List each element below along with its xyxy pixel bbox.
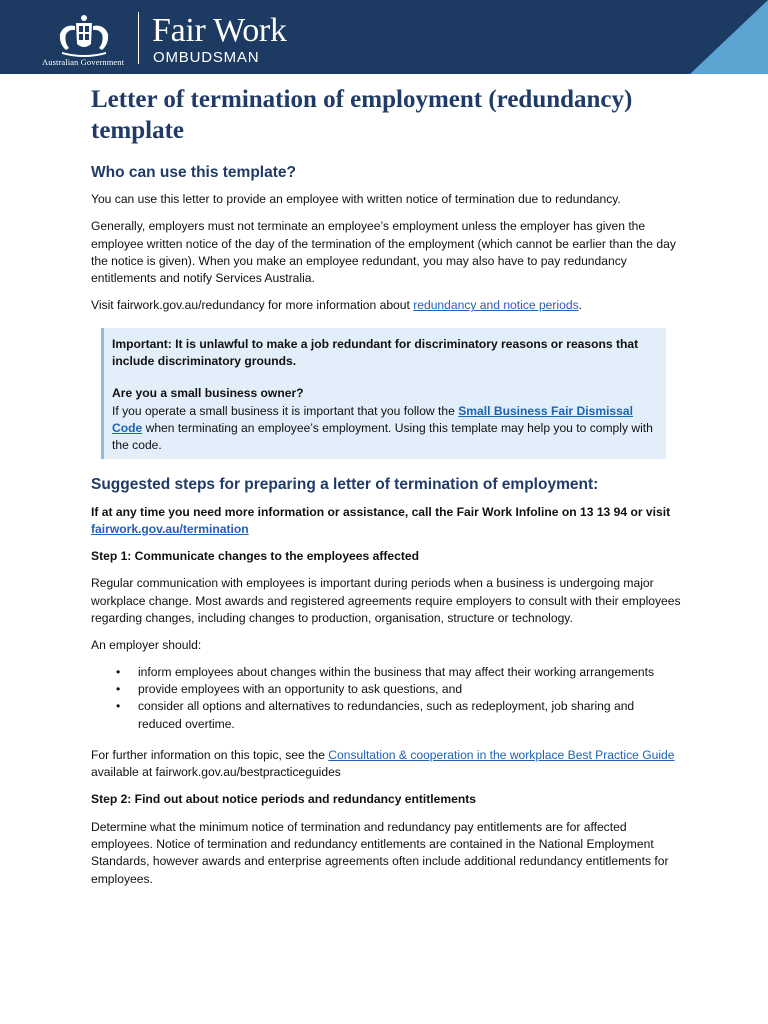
steps-heading: Suggested steps for preparing a letter of termination of employment: bbox=[91, 475, 599, 493]
bullet-icon: • bbox=[116, 699, 121, 714]
ombudsman-logo-text: OMBUDSMAN bbox=[153, 49, 260, 66]
step-2-paragraph: Determine what the minimum notice of termination and redundancy pay entitlements are for affected employees. Notice of termination and redundancy entitlements are contained in the National Employment Standards, however awards and enterprise agreements often include additional redundancy entitlements for employees. bbox=[91, 819, 669, 886]
list-item-text: inform employees about changes within the business that may affect their working arrangements bbox=[138, 664, 655, 679]
step-2-heading: Step 2: Find out about notice periods and redundancy entitlements bbox=[91, 792, 477, 807]
banner-accent-triangle bbox=[690, 0, 768, 74]
best-practice-guide-link[interactable]: Consultation & cooperation in the workplace Best Practice Guide bbox=[328, 747, 675, 762]
termination-link[interactable]: fairwork.gov.au/termination bbox=[91, 521, 249, 536]
step-1-heading: Step 1: Communicate changes to the employees affected bbox=[91, 549, 419, 564]
further-info-text-end: available at fairwork.gov.au/bestpracticeguides bbox=[91, 765, 341, 780]
bullet-icon: • bbox=[116, 664, 121, 679]
who-paragraph-1: You can use this letter to provide an employee with written notice of termination due to redundancy. bbox=[91, 192, 621, 206]
redundancy-link[interactable]: redundancy and notice periods bbox=[413, 298, 579, 313]
step-1-paragraph: Regular communication with employees is important during periods when a business is undergoing major workplace change. Most awards and registered agreements require employers to consult with their employees regarding changes, including changes to production, organisation, structure or technology. bbox=[91, 576, 681, 626]
small-business-text-end: when terminating an employee’s employment. Using this template may help you to comply with the code. bbox=[112, 420, 653, 453]
who-paragraph-3-end: . bbox=[578, 298, 582, 313]
list-item-text: provide employees with an opportunity to ask questions, and bbox=[138, 681, 463, 696]
who-heading: Who can use this template? bbox=[91, 164, 296, 181]
small-business-paragraph bbox=[112, 403, 656, 455]
important-text: Important: It is unlawful to make a job redundant for discriminatory reasons or reasons that include discriminatory grounds. bbox=[112, 336, 639, 369]
bullet-icon: • bbox=[116, 681, 121, 696]
header-banner bbox=[0, 0, 768, 74]
list-item bbox=[116, 698, 681, 733]
list-item bbox=[116, 681, 681, 698]
fair-dismissal-code-link[interactable]: Small Business Fair Dismissal Code bbox=[112, 403, 633, 435]
employer-actions-list bbox=[91, 664, 681, 733]
infoline-text: If at any time you need more information or assistance, call the Fair Work Infoline on 13 13 94 or visit bbox=[91, 504, 671, 519]
who-paragraph-3 bbox=[91, 297, 681, 314]
further-info-paragraph bbox=[91, 747, 681, 782]
list-item bbox=[116, 664, 681, 681]
coat-of-arms-icon bbox=[56, 14, 112, 58]
important-callout bbox=[101, 328, 666, 459]
header-divider bbox=[138, 12, 139, 64]
small-business-heading: Are you a small business owner? bbox=[112, 386, 304, 401]
infoline-paragraph bbox=[91, 504, 681, 539]
who-paragraph-2: Generally, employers must not terminate an employee’s employment unless the employer has given the employee written notice of the day of the termination of the employment (which cannot be earlier than the day the notice is given). When you make an employee redundant, you may also have to pay redundancy entitlements and notify Services Australia. bbox=[91, 219, 676, 286]
australian-government-label: Australian Government bbox=[42, 57, 125, 67]
who-paragraph-3-text: Visit fairwork.gov.au/redundancy for more information about bbox=[91, 298, 414, 313]
employer-should-label: An employer should: bbox=[91, 638, 202, 653]
document-body bbox=[91, 84, 681, 888]
fair-work-logo-text: Fair Work bbox=[152, 12, 287, 49]
list-item-text: consider all options and alternatives to redundancies, such as redeployment, job sharing and reduced overtime. bbox=[138, 699, 635, 731]
further-info-text: For further information on this topic, see the bbox=[91, 747, 329, 762]
small-business-text: If you operate a small business it is important that you follow the bbox=[112, 403, 459, 418]
page-title: Letter of termination of employment (redundancy) template bbox=[91, 86, 633, 144]
